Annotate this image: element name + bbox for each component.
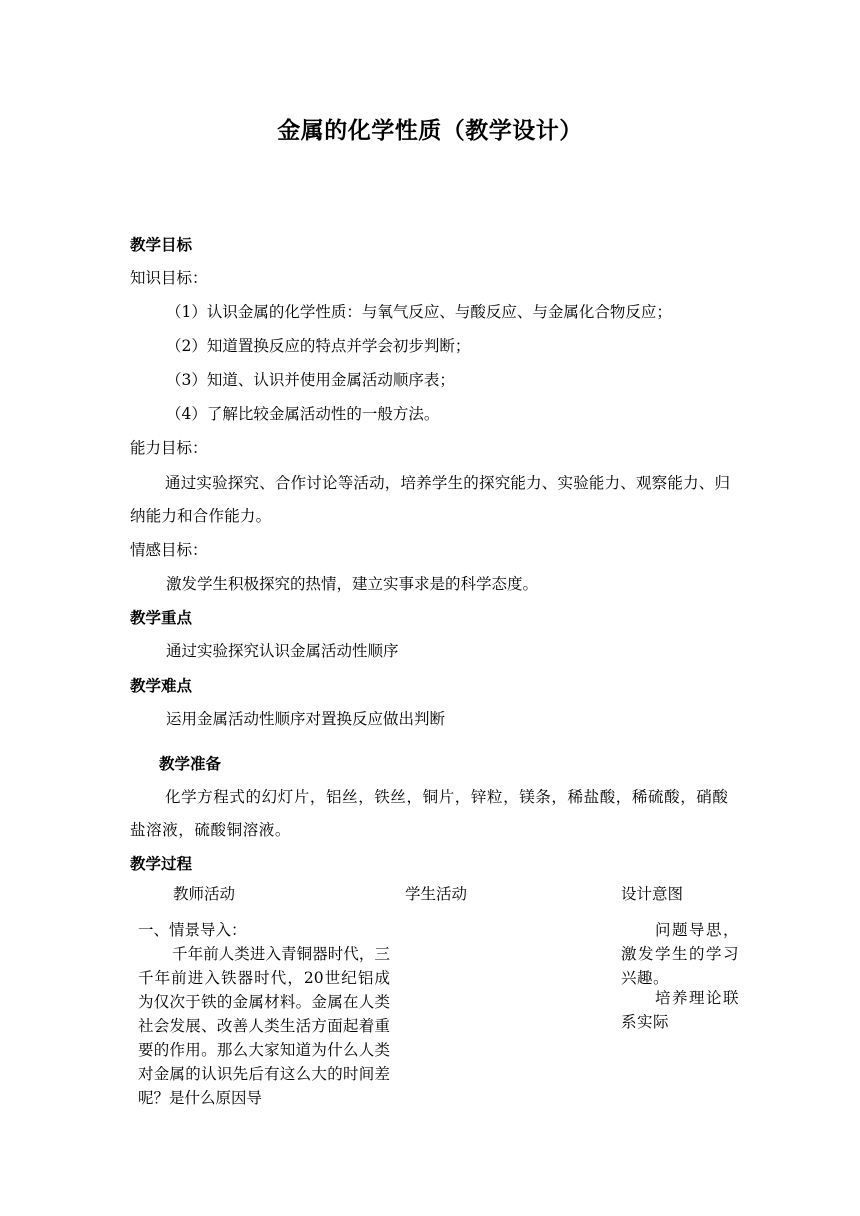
emotion-text: 激发学生积极探究的热情，建立实事求是的科学态度。 [166,575,539,593]
column-header-student: 学生活动 [405,885,468,903]
knowledge-label: 知识目标： [130,269,208,287]
teacher-activity-heading: 一、情景导入： [138,921,247,939]
teacher-activity-text: 千年前人类进入青铜器时代，三千年前进入铁器时代，20世纪铝成为仅次于铁的金属材料。金属在人类社会发展、改善人类生活方面起着重要的作用。那么大家知道为什么人类对金属的认识先后有这么大的时间差呢？是什么原因导 [138,945,390,1107]
column-header-intent: 设计意图 [621,885,684,903]
document-title: 金属的化学性质（教学设计） [277,118,583,144]
preparation-text: 化学方程式的幻灯片，铝丝，铁丝，铜片，锌粒，镁条，稀盐酸，稀硫酸，硝酸盐溶液，硫酸铜溶液。 [130,788,729,839]
knowledge-item-3: （3）知道、认识并使用金属活动顺序表； [166,371,455,389]
ability-text: 通过实验探究、合作讨论等活动，培养学生的探究能力、实验能力、观察能力、归纳能力和合作能力。 [130,474,731,525]
knowledge-item-4: （4）了解比较金属活动性的一般方法。 [166,405,440,423]
key-point-heading: 教学重点 [130,609,193,627]
emotion-label: 情感目标： [130,541,208,559]
design-intent-1: 问题导思，激发学生的学习兴趣。 [621,921,739,987]
process-heading: 教学过程 [130,855,193,873]
knowledge-item-2: （2）知道置换反应的特点并学会初步判断； [166,337,471,355]
knowledge-item-1: （1）认识金属的化学性质：与氧气反应、与酸反应、与金属化合物反应； [166,303,672,321]
difficulty-text: 运用金属活动性顺序对置换反应做出判断 [166,710,446,728]
column-header-teacher: 教师活动 [173,885,236,903]
key-point-text: 通过实验探究认识金属活动性顺序 [166,642,399,660]
objectives-heading: 教学目标 [130,236,193,254]
preparation-heading: 教学准备 [159,755,222,773]
ability-label: 能力目标： [130,439,208,457]
difficulty-heading: 教学难点 [130,677,193,695]
design-intent-2: 培养理论联系实际 [621,989,739,1031]
